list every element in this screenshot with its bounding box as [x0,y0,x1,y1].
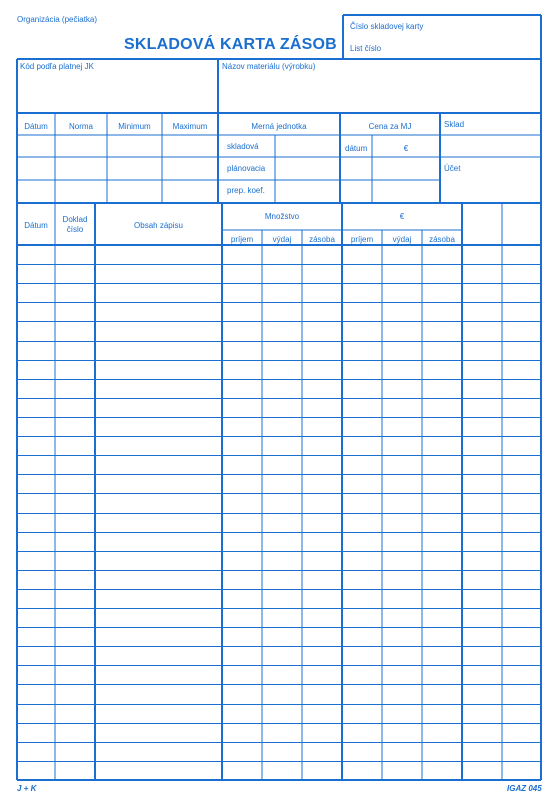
unit-header: Merná jednotka [251,122,307,131]
document-header-line2: číslo [66,225,84,234]
price-date-label: dátum [345,144,368,153]
quantity-issue-header: výdaj [272,235,292,244]
warehouse-label: Sklad [444,120,465,129]
quantity-receipt-header: príjem [230,235,254,244]
euro-stock-header: zásoba [429,235,455,244]
document-header-line1: Doklad [62,215,88,224]
code-label: Kód podľa platnej JK [20,62,94,71]
unit-row-warehouse: skladová [227,142,259,151]
minimum-header: Minimum [118,122,151,131]
card-number-label: Číslo skladovej karty [350,22,424,31]
norm-header: Norma [68,122,93,131]
norms-date-header: Dátum [24,122,48,131]
form-title: SKLADOVÁ KARTA ZÁSOB [124,36,337,53]
sheet-number-label: List číslo [350,44,382,53]
unit-row-planning: plánovacia [227,164,266,173]
maximum-header: Maximum [172,122,208,131]
footer-left-code: J + K [17,784,37,793]
price-header: Cena za MJ [368,122,412,131]
content-header: Obsah zápisu [134,221,183,230]
footer-form-code: IGAZ 045 [507,784,542,793]
account-label: Účet [444,164,461,173]
organization-label: Organizácia (pečiatka) [17,15,98,24]
quantity-stock-header: zásoba [309,235,335,244]
price-currency-label: € [403,144,409,153]
unit-row-conversion: prep. koef. [227,186,265,195]
euro-receipt-header: príjem [350,235,374,244]
material-name-label: Názov materiálu (výrobku) [222,62,316,71]
quantity-header: Množstvo [264,212,300,221]
euro-header: € [399,212,405,221]
ledger-date-header: Dátum [24,221,48,230]
euro-issue-header: výdaj [392,235,412,244]
